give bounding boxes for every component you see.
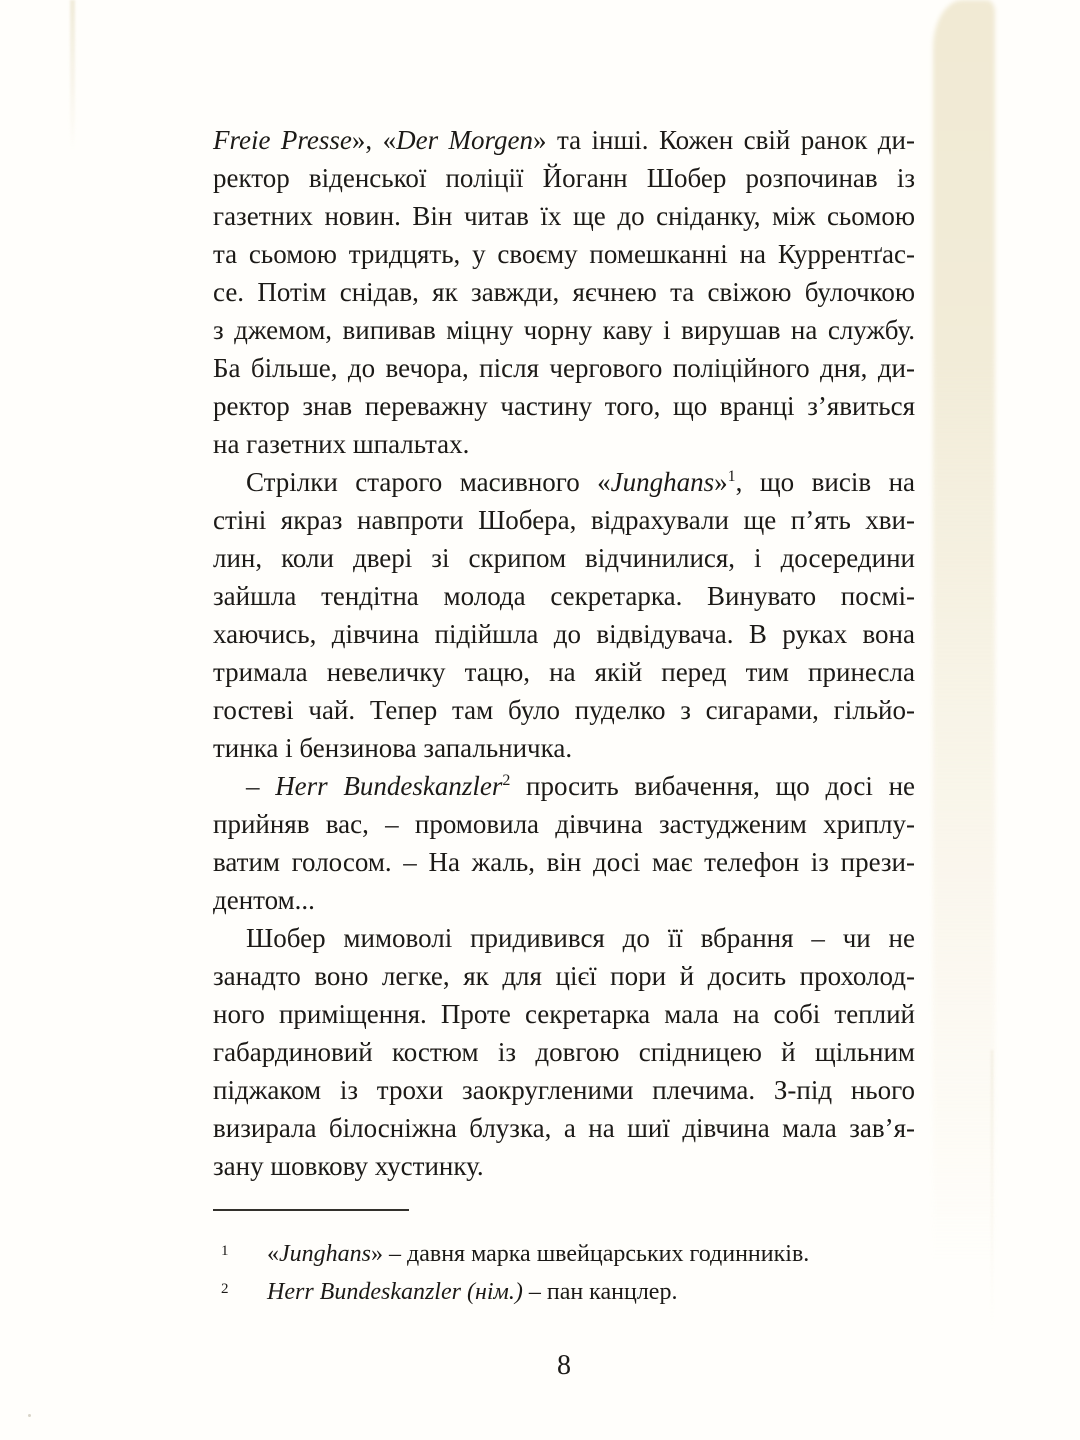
text-segment: ректор віденської поліції Йоганн Шобер розпочинав із [213, 163, 915, 193]
text-segment: – пан канцлер. [522, 1279, 678, 1305]
text-line [213, 1033, 915, 1071]
text-segment: Der Morgen [396, 125, 534, 155]
paragraph [213, 121, 915, 463]
text-line [213, 1071, 915, 1109]
footnote [213, 1273, 915, 1311]
text-segment: Шобер мимоволі придивився до її вбрання – чи не [246, 923, 915, 953]
text-segment: та сьомою тридцять, у своєму помешканні на Куррентґас- [213, 239, 915, 269]
text-line [213, 919, 915, 957]
text-segment: просить вибачення, що досі не [510, 771, 916, 801]
text-segment: зану шовкову хустинку. [213, 1151, 484, 1181]
text-line [213, 539, 915, 577]
text-line [213, 691, 915, 729]
text-segment: газетних новин. Він читав їх ще до сніданку, між сьомою [213, 201, 915, 231]
text-segment: піджаком із трохи заокругленими плечима. З-під нього [213, 1075, 915, 1105]
text-segment: Ба більше, до вечора, після чергового поліційного дня, ди- [213, 353, 915, 383]
text-segment: », « [351, 125, 397, 155]
text-line [213, 843, 915, 881]
text-line [213, 805, 915, 843]
text-segment: дентом... [213, 885, 315, 915]
page-edge-shading [933, 0, 995, 1260]
text-segment: « [267, 1241, 279, 1267]
text-segment: ного приміщення. Проте секретарка мала на собі теплий [213, 999, 915, 1029]
text-line [213, 957, 915, 995]
text-line [213, 615, 915, 653]
text-segment: на газетних шпальтах. [213, 429, 470, 459]
text-line [213, 577, 915, 615]
text-line [213, 197, 915, 235]
page-number: 8 [557, 1350, 571, 1381]
footnote-separator [213, 1209, 409, 1211]
text-segment: Стрілки старого масивного « [246, 467, 611, 497]
text-segment: 2 [502, 772, 511, 789]
text-segment: Herr Bundeskanzler (нім.) [267, 1279, 523, 1305]
footnote-marker: 1 [221, 1243, 229, 1259]
text-segment: лин, коли двері зі скрипом відчинилися, і досередини [213, 543, 915, 573]
text-segment: з джемом, випивав міцну чорну каву і вирушав на службу. [213, 315, 915, 345]
text-segment: тинка і бензинова запальничка. [213, 733, 573, 763]
text-line [213, 273, 915, 311]
text-line [213, 425, 915, 463]
text-segment: габардиновий костюм із довгою спідницею й щільним [213, 1037, 915, 1067]
text-segment: ватим голосом. – На жаль, він досі має телефон із прези- [213, 847, 915, 877]
text-segment: тримала невеличку тацю, на якій перед тим принесла [213, 657, 915, 687]
text-segment: Junghans [279, 1241, 371, 1267]
paragraph [213, 919, 915, 1185]
text-segment: Freie Presse [213, 125, 352, 155]
text-segment: » та інші. Кожен свій ранок ди- [533, 125, 915, 155]
text-segment: » [714, 467, 728, 497]
footnotes [213, 1235, 915, 1311]
body-paragraphs [213, 121, 915, 1185]
footnote-marker: 2 [221, 1281, 229, 1297]
text-line [213, 1147, 915, 1185]
text-line [213, 463, 915, 501]
text-segment: 1 [727, 468, 736, 485]
text-segment: гостеві чай. Тепер там було пуделко з сигарами, гільйо- [213, 695, 915, 725]
page-crease [70, 0, 75, 150]
text-segment: хаючись, дівчина підійшла до відвідувача. В руках вона [213, 619, 915, 649]
text-segment: визирала білосніжна блузка, а на шиї дівчина мала зав’я- [213, 1113, 915, 1143]
text-segment: прийняв вас, – промовила дівчина застудженим хриплу- [213, 809, 915, 839]
text-line [213, 995, 915, 1033]
text-line [213, 1109, 915, 1147]
text-line [213, 653, 915, 691]
text-line [213, 159, 915, 197]
paragraph [213, 463, 915, 767]
text-segment: Herr Bundeskanzler [275, 771, 503, 801]
text-segment: – [246, 771, 276, 801]
text-line [213, 311, 915, 349]
text-line [213, 729, 915, 767]
text-segment: занадто воно легке, як для цієї пори й досить прохолод- [213, 961, 915, 991]
text-line [213, 767, 915, 805]
scan-speck [28, 1414, 31, 1417]
text-line [213, 235, 915, 273]
text-segment: , що висів на [735, 467, 915, 497]
text-line [213, 121, 915, 159]
text-line [213, 501, 915, 539]
text-segment: зайшла тендітна молода секретарка. Винувато посмі- [213, 581, 915, 611]
text-segment: стіні якраз навпроти Шобера, відрахували ще п’ять хви- [213, 505, 915, 535]
page-text-block [213, 121, 915, 1311]
text-segment: ректор знав переважну частину того, що вранці з’явиться [213, 391, 915, 421]
text-line [213, 881, 915, 919]
text-segment: се. Потім снідав, як завжди, яєчнею та свіжою булочкою [213, 277, 915, 307]
text-line [213, 387, 915, 425]
paragraph [213, 767, 915, 919]
text-segment: » – давня марка швейцарських годинників. [371, 1241, 810, 1267]
page-edge-line [991, 1050, 993, 1330]
text-segment: Junghans [610, 467, 715, 497]
footnote [213, 1235, 915, 1273]
text-line [213, 349, 915, 387]
